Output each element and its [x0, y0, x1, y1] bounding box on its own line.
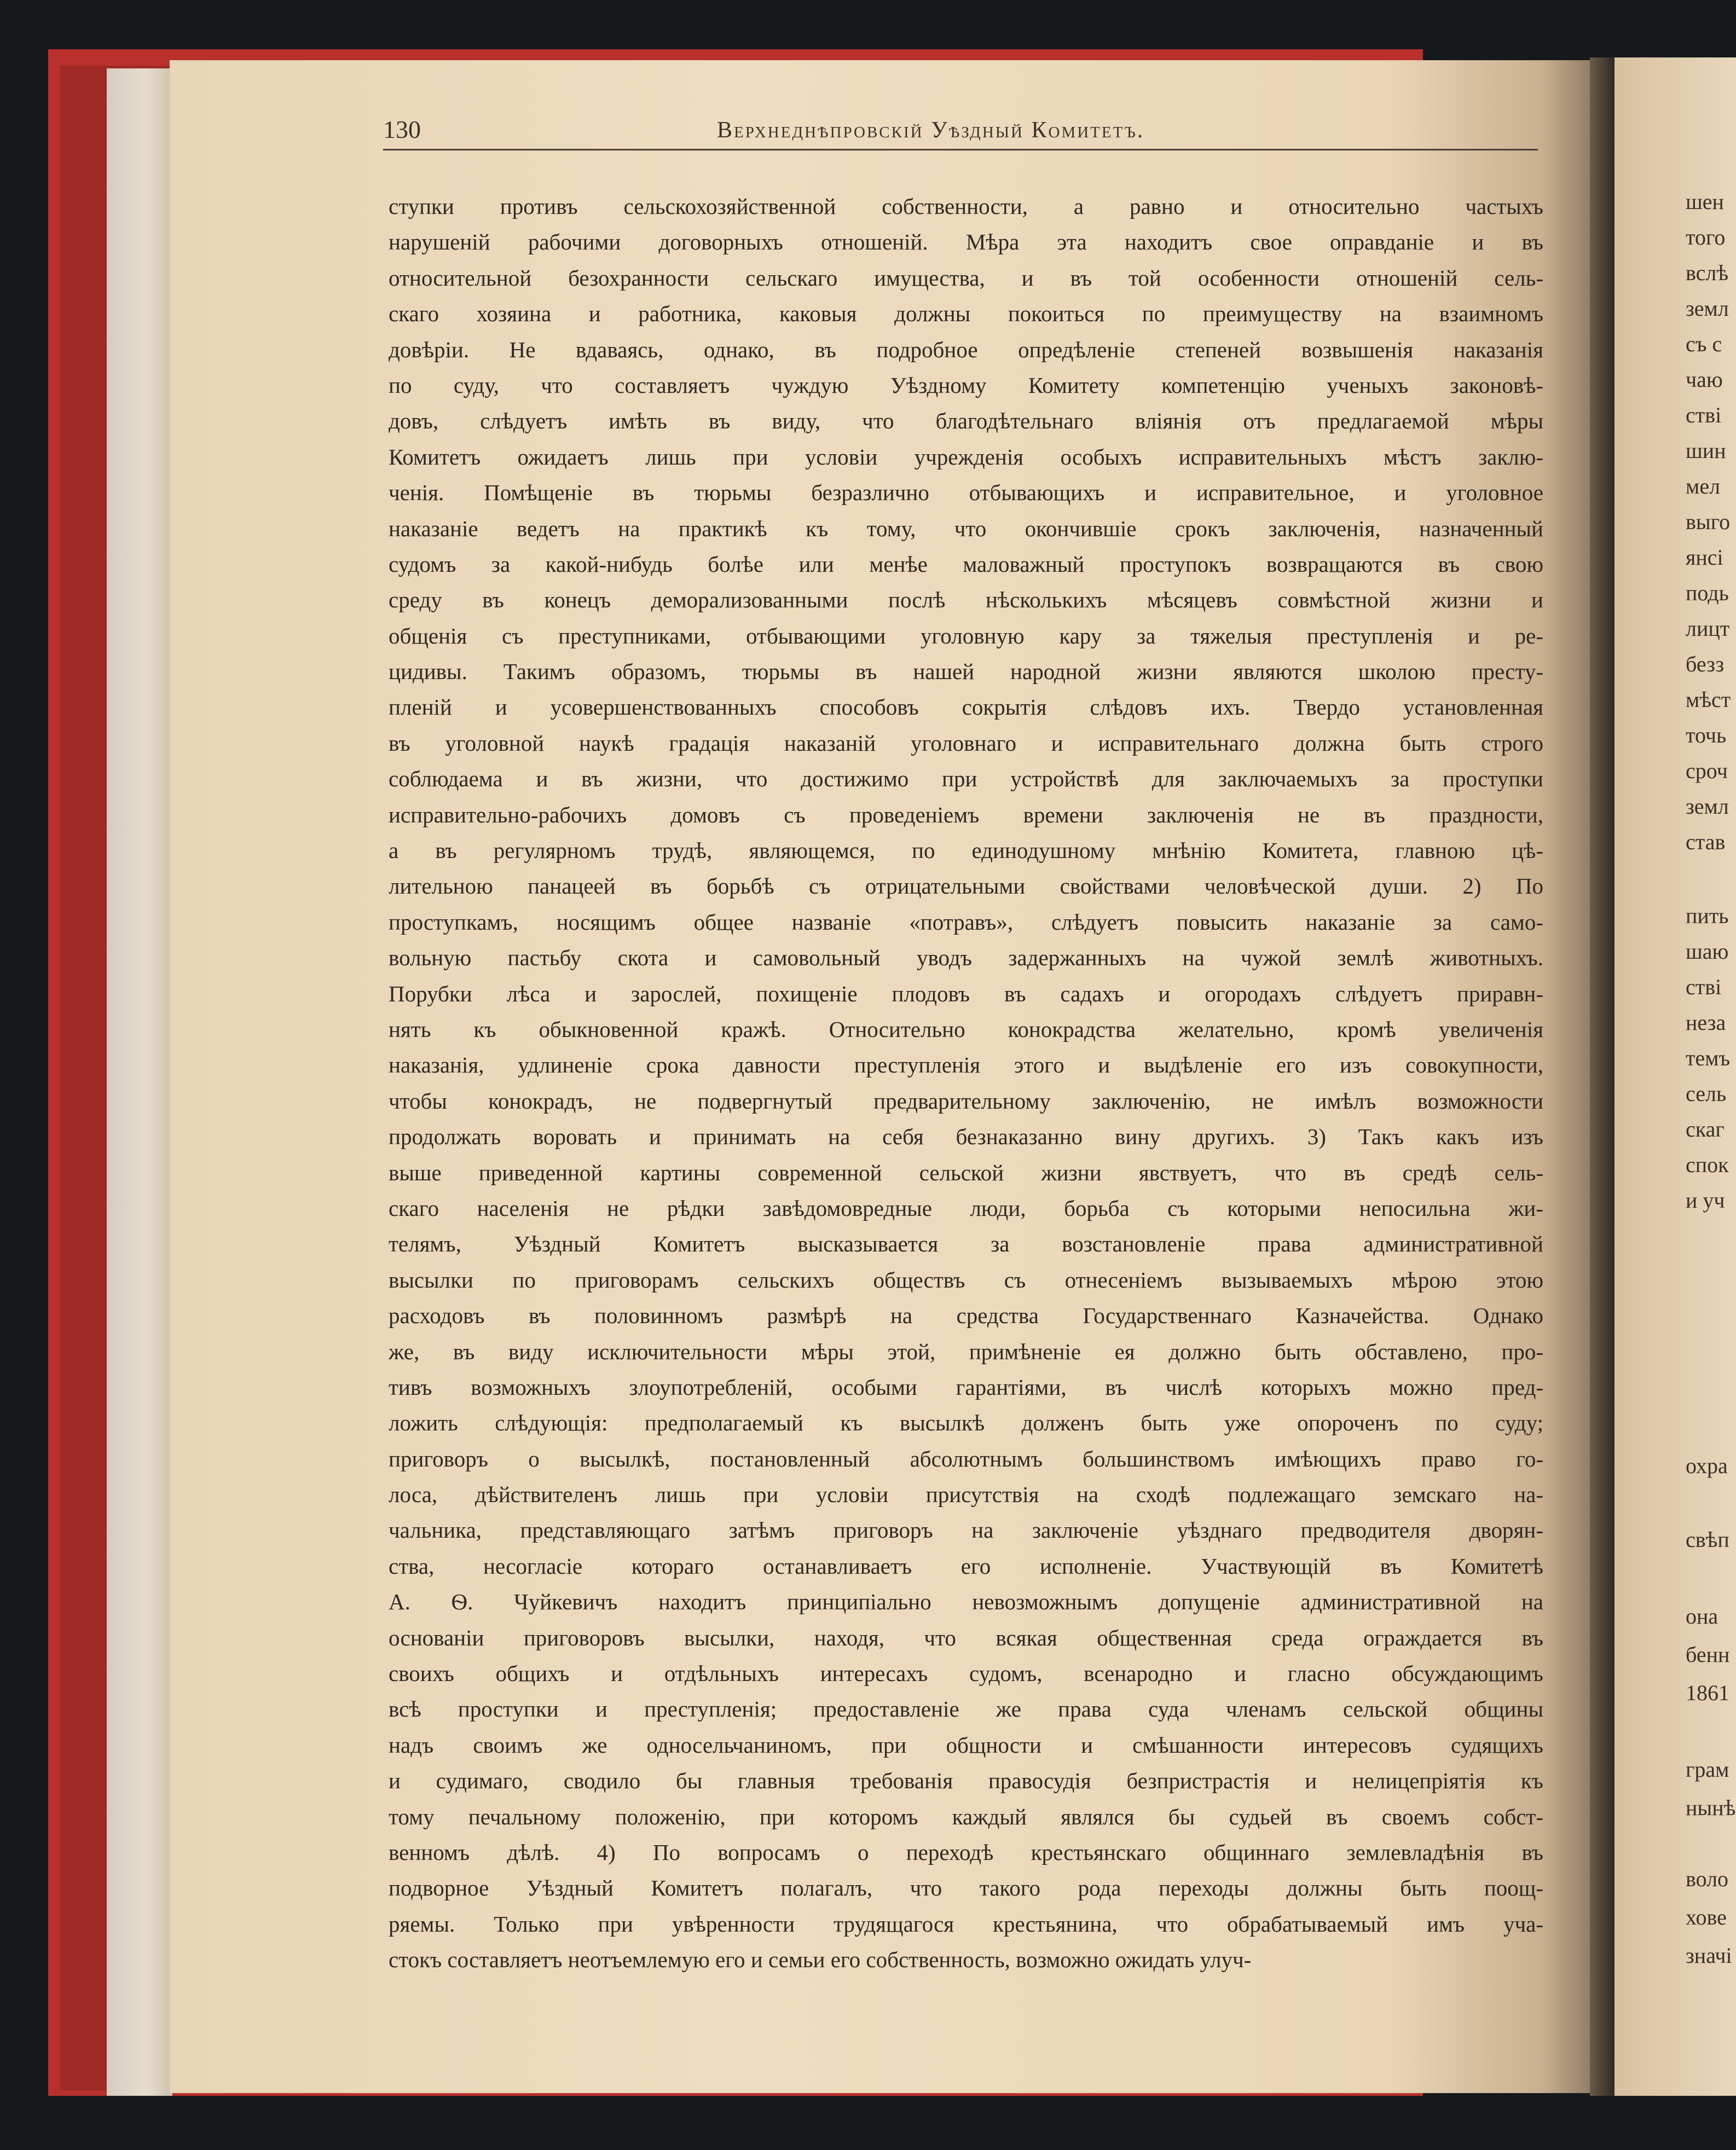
text-line: нарушеній рабочими договорныхъ отношеній. Мѣра эта находитъ свое оправданіе и въ — [389, 229, 1543, 255]
right-page-fragment: мел — [1686, 474, 1721, 499]
text-line: телямъ, Уѣздный Комитетъ высказывается за возстановленіе права административной — [389, 1231, 1543, 1257]
right-page-fragment: вслѣ — [1686, 260, 1729, 285]
right-page-fragment: безз — [1686, 652, 1725, 676]
text-line: соблюдаема и въ жизни, что достижимо при устройствѣ для заключаемыхъ за проступки — [389, 766, 1543, 792]
text-line: скаго хозяина и работника, каковыя должны покоиться по преимуществу на взаимномъ — [389, 301, 1543, 327]
right-page-fragment: шен — [1686, 189, 1724, 214]
text-line: ложить слѣдующія: предполагаемый къ высылкѣ долженъ быть уже опороченъ по суду; — [389, 1410, 1543, 1436]
text-line: чальника, представляющаго затѣмъ приговоръ на заключеніе уѣзднаго предводителя дворян- — [389, 1517, 1543, 1543]
right-page-fragment: скаг — [1686, 1117, 1725, 1141]
right-page-fragment: съ с — [1686, 332, 1722, 356]
right-page-fragment: подь — [1686, 581, 1729, 605]
right-page-fragment: чаю — [1686, 367, 1723, 392]
text-line: высылки по приговорамъ сельскихъ обществъ съ отнесеніемъ вызываемыхъ мѣрою этою — [389, 1267, 1543, 1293]
right-page-fragment: пить — [1686, 903, 1729, 928]
right-page-fragment: нынѣ — [1686, 1795, 1736, 1820]
right-page-fragment: лицт — [1686, 616, 1730, 641]
right-page-fragment: янсі — [1686, 545, 1723, 570]
text-line: наказанія, удлиненіе срока давности преступленія этого и выдѣленіе его изъ совокупности, — [389, 1052, 1543, 1078]
running-head: Верхнеднѣпровскій Уѣздный Комитетъ. — [717, 118, 1145, 143]
text-line: пленій и усовершенствованныхъ способовъ сокрытія слѣдовъ ихъ. Твердо установленная — [389, 694, 1543, 720]
text-line: выше приведенной картины современной сельской жизни явствуетъ, что въ средѣ сель- — [389, 1160, 1543, 1185]
right-page — [1615, 57, 1736, 2096]
right-page-fragment: земл — [1686, 794, 1729, 819]
book-gutter — [1590, 57, 1617, 2096]
text-line: и судимаго, сводило бы главныя требованія правосудія безпристрастія и нелицепріятія къ — [389, 1768, 1543, 1794]
right-page-fragment: став — [1686, 830, 1726, 854]
text-line: ченія. Помѣщеніе въ тюрьмы безразлично отбывающихъ и исправительное, и уголовное — [389, 480, 1543, 506]
text-line: довъ, слѣдуетъ имѣть въ виду, что благодѣтельнаго вліянія отъ предлагаемой мѣры — [389, 408, 1543, 434]
right-page-fragment: 1861 — [1686, 1680, 1729, 1705]
text-line: расходовъ въ половинномъ размѣрѣ на средства Государственнаго Казначейства. Однако — [389, 1303, 1543, 1329]
right-page-fragment: мѣст — [1686, 687, 1731, 712]
header-rule — [383, 149, 1538, 150]
right-page-fragment: земл — [1686, 296, 1729, 321]
text-line: стокъ составляетъ неотъемлемую его и семьи его собственность, возможно ожидать улуч- — [389, 1947, 1252, 1973]
right-page-fragment: стві — [1686, 403, 1722, 427]
right-page-fragment: того — [1686, 225, 1726, 250]
right-page-fragment: грам — [1686, 1757, 1729, 1782]
right-page-fragment: стві — [1686, 975, 1722, 999]
right-page-fragment: свѣп — [1686, 1527, 1729, 1552]
text-line: Комитетъ ожидаетъ лишь при условіи учрежденія особыхъ исправительныхъ мѣстъ заклю- — [389, 444, 1543, 470]
text-line: лоса, дѣйствителенъ лишь при условіи присутствія на сходѣ подлежащаго земскаго на- — [389, 1482, 1543, 1508]
text-line: основаніи приговоровъ высылки, находя, что всякая общественная среда ограждается въ — [389, 1625, 1543, 1650]
text-line: ряемы. Только при увѣренности трудящагося крестьянина, что обрабатываемый имъ уча- — [389, 1911, 1543, 1937]
text-line: нять къ обыкновенной кражѣ. Относительно конокрадства желательно, кромѣ увеличенія — [389, 1016, 1543, 1042]
text-line: судомъ за какой-нибудь болѣе или менѣе маловажный проступокъ возвращаются въ свою — [389, 551, 1543, 577]
text-line: довѣріи. Не вдаваясь, однако, въ подробное опредѣленіе степеней возвышенія наказанія — [389, 337, 1543, 362]
text-line: проступкамъ, носящимъ общее названіе «потравъ», слѣдуетъ повысить наказаніе за само- — [389, 909, 1543, 935]
text-line: ства, несогласіе котораго останавливаетъ его исполненіе. Участвующій въ Комитетѣ — [389, 1553, 1543, 1579]
text-line: тивъ возможныхъ злоупотребленій, особыми гарантіями, въ числѣ которыхъ можно пред- — [389, 1374, 1543, 1400]
text-line: продолжать воровать и принимать на себя безнаказанно вину другихъ. 3) Такъ какъ изъ — [389, 1124, 1543, 1150]
page-number: 130 — [383, 115, 421, 143]
right-page-fragment: спок — [1686, 1152, 1729, 1177]
right-page-fragment: выго — [1686, 509, 1731, 534]
text-line: а въ регулярномъ трудѣ, являющемся, по единодушному мнѣнію Комитета, главною цѣ- — [389, 838, 1543, 864]
text-line: чтобы конокрадъ, не подвергнутый предварительному заключенію, не имѣлъ возможности — [389, 1088, 1543, 1114]
text-line: общенія съ преступниками, отбывающими уголовную кару за тяжелыя преступленія и ре- — [389, 623, 1543, 648]
text-line: своихъ общихъ и отдѣльныхъ интересахъ судомъ, всенародно и гласно обсуждающимъ — [389, 1661, 1543, 1687]
right-page-fragment: сроч — [1686, 758, 1728, 783]
text-line: же, въ виду исключительности мѣры этой, примѣненіе ея должно быть обставлено, про- — [389, 1338, 1543, 1364]
right-page-fragment: бенн — [1686, 1642, 1730, 1667]
text-line: лительною панацеей въ борьбѣ съ отрицательными свойствами человѣческой души. 2) По — [389, 873, 1543, 899]
right-page-fragment: точь — [1686, 723, 1727, 747]
text-line: въ уголовной наукѣ градація наказаній уголовнаго и исправительнаго должна быть строго — [389, 730, 1543, 756]
right-page-fragment: воло — [1686, 1867, 1729, 1891]
right-page-fragment: и уч — [1686, 1188, 1725, 1213]
right-page-fragment: значі — [1686, 1943, 1732, 1968]
text-line: вольную пастьбу скота и самовольный уводъ задержанныхъ на чужой землѣ животныхъ. — [389, 945, 1543, 971]
text-line: скаго населенія не рѣдки завѣдомовредные люди, борьба съ которыми непосильна жи- — [389, 1195, 1543, 1221]
text-line: наказаніе ведетъ на практикѣ къ тому, что окончившіе срокъ заключенія, назначенный — [389, 515, 1543, 541]
text-line: среду въ конецъ деморализованными послѣ нѣсколькихъ мѣсяцевъ совмѣстной жизни и — [389, 587, 1543, 613]
text-line: цидивы. Такимъ образомъ, тюрьмы въ нашей народной жизни являются школою престу- — [389, 659, 1543, 685]
right-page-fragment: она — [1686, 1604, 1718, 1629]
text-line: тому печальному положенію, при которомъ каждый являлся бы судьей въ своемъ собст- — [389, 1804, 1543, 1829]
right-page-fragment: охра — [1686, 1453, 1728, 1478]
text-line: ступки противъ сельскохозяйственной собственности, а равно и относительно частыхъ — [389, 194, 1543, 219]
text-line: исправительно-рабочихъ домовъ съ проведеніемъ времени заключенія не въ праздности, — [389, 802, 1543, 827]
right-page-fragment: неза — [1686, 1010, 1726, 1035]
page-header — [383, 109, 1538, 153]
right-page-fragment: шин — [1686, 438, 1726, 463]
text-line: приговоръ о высылкѣ, постановленный абсолютнымъ большинствомъ имѣющихъ право го- — [389, 1446, 1543, 1471]
right-page-fragment: темъ — [1686, 1046, 1731, 1070]
right-page-fragment: хове — [1686, 1905, 1727, 1929]
text-line: венномъ дѣлѣ. 4) По вопросамъ о переходѣ крестьянскаго общиннаго землевладѣнія въ — [389, 1839, 1543, 1865]
right-page-fragment: шаю — [1686, 939, 1729, 964]
text-line: всѣ проступки и преступленія; предоставленіе же права суда членамъ сельской общины — [389, 1696, 1543, 1722]
text-line: Порубки лѣса и зарослей, похищеніе плодовъ въ садахъ и огородахъ слѣдуетъ приравн- — [389, 981, 1543, 1006]
text-line: надъ своимъ же односельчаниномъ, при общности и смѣшанности интересовъ судящихъ — [389, 1732, 1543, 1758]
right-page-fragment: сель — [1686, 1081, 1727, 1106]
page-edges — [107, 68, 172, 2096]
text-line: А. Ѳ. Чуйкевичъ находитъ принципіально невозможнымъ допущеніе административной на — [389, 1589, 1543, 1615]
text-line: подворное Уѣздный Комитетъ полагалъ, что такого рода переходы должны быть поощ- — [389, 1875, 1543, 1901]
text-line: относительной безохранности сельскаго имущества, и въ той особенности отношеній сель- — [389, 265, 1543, 291]
text-line: по суду, что составляетъ чуждую Уѣздному Комитету компетенцію ученыхъ законовѣ- — [389, 372, 1543, 398]
body-text — [389, 189, 1543, 1978]
